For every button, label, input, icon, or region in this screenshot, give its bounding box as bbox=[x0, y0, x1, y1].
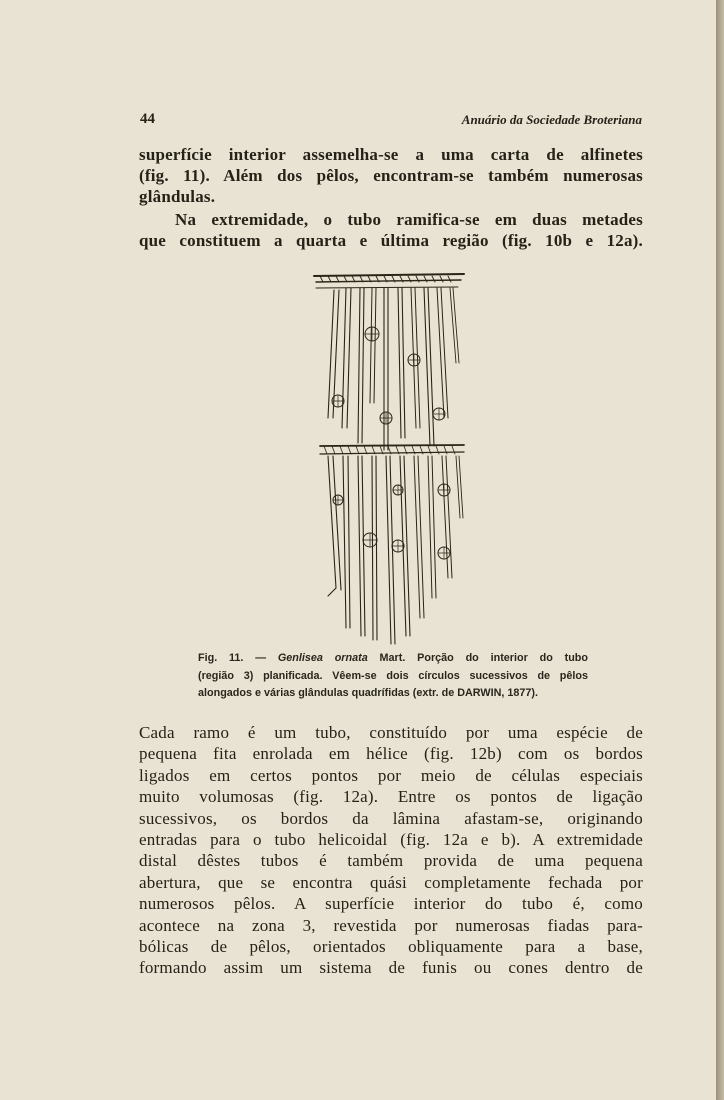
caption-text: Mart. Porção do interior do tubo bbox=[367, 652, 589, 664]
paragraph-line: formando assim um sistema de funis ou cones dentro de bbox=[139, 958, 643, 978]
paragraph-line: muito volumosas (fig. 12a). Entre os pontos de ligação bbox=[139, 787, 643, 807]
running-head: Anuário da Sociedade Broteriana bbox=[461, 112, 642, 127]
paragraph-line: Na extremidade, o tubo ramifica-se em duas metades bbox=[175, 210, 643, 229]
paragraph-line: Cada ramo é um tubo, constituído por uma espécie de bbox=[139, 723, 643, 742]
paragraph-line: que constituem a quarta e última região (fig. 10b e 12a). bbox=[139, 231, 643, 250]
paragraph-line: numerosos pêlos. A superfície interior do tubo é, como bbox=[139, 894, 643, 914]
figure-caption bbox=[198, 650, 588, 703]
paragraph-1 bbox=[139, 144, 643, 207]
paragraph-line: sucessivos, os bordos da lâmina afastam-se, originando bbox=[139, 808, 643, 828]
paragraph-line: acontece na zona 3, revestida por numerosas fiadas para- bbox=[139, 915, 643, 935]
paragraph-3 bbox=[139, 722, 643, 979]
caption-line bbox=[198, 650, 588, 668]
caption-label: Fig. 11. — bbox=[198, 652, 267, 664]
paragraph-line: ligados em certos pontos por meio de células especiais bbox=[139, 765, 643, 785]
figure-11-illustration bbox=[306, 268, 476, 648]
page-edge bbox=[716, 0, 724, 1100]
paragraph-line: entradas para o tubo helicoidal (fig. 12a e b). A extremidade bbox=[139, 829, 643, 849]
caption-line: (região 3) planificada. Vêem-se dois círculos sucessivos de pêlos bbox=[198, 669, 588, 682]
paragraph-line: abertura, que se encontra quási completamente fechada por bbox=[139, 872, 643, 892]
hairs-drawing bbox=[306, 268, 476, 648]
paragraph-2 bbox=[139, 209, 643, 251]
paragraph-line: bólicas de pêlos, orientados obliquamente para a base, bbox=[139, 936, 643, 956]
paragraph-line: (fig. 11). Além dos pêlos, encontram-se também numerosas bbox=[139, 166, 643, 185]
caption-line: alongados e várias glândulas quadrífidas (extr. de DARWIN, 1877). bbox=[198, 687, 539, 699]
paragraph-line: pequena fita enrolada em hélice (fig. 12b) com os bordos bbox=[139, 744, 643, 764]
caption-species: Genlisea ornata bbox=[277, 652, 368, 664]
paragraph-line: superfície interior assemelha-se a uma carta de alfinetes bbox=[139, 145, 643, 164]
paragraph-line: glândulas. bbox=[139, 187, 216, 206]
page-number: 44 bbox=[140, 111, 155, 127]
paragraph-line: distal dêstes tubos é também provida de uma pequena bbox=[139, 851, 643, 871]
